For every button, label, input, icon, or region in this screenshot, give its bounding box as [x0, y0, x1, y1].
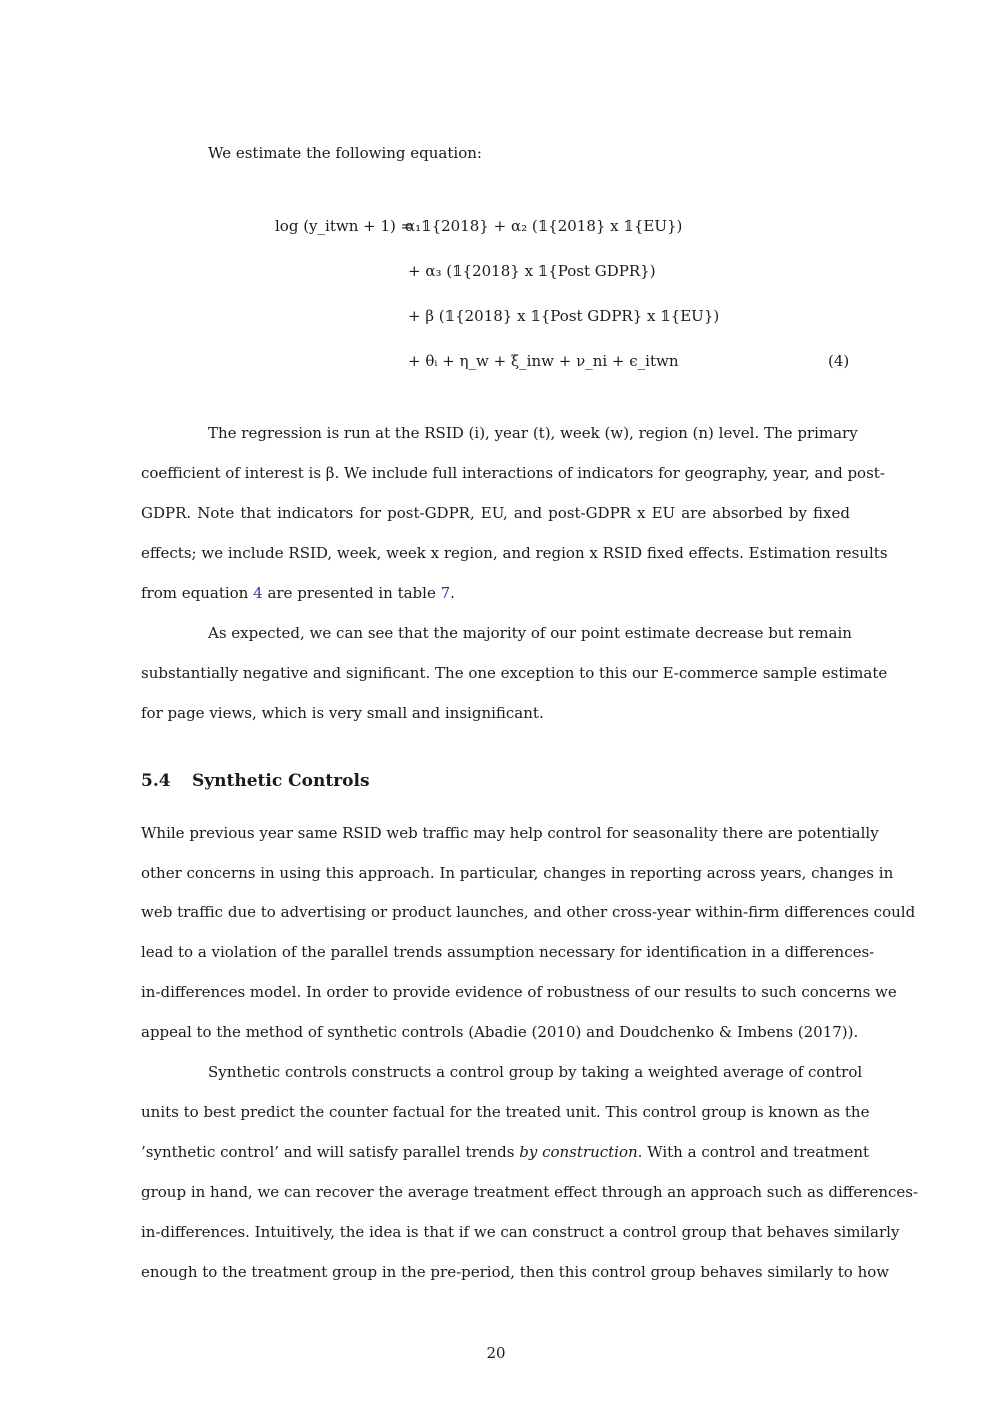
- emphasis-text: by construction: [519, 1143, 638, 1161]
- paragraph-line: web traffic due to advertising or product launches, and other cross-year within-firm differences could: [141, 903, 916, 921]
- equation-line-3: + β (𝟙{2018} x 𝟙{Post GDPR} x 𝟙{EU}): [408, 307, 720, 325]
- paragraph-line: units to best predict the counter factual for the treated unit. This control group is known as the: [141, 1103, 870, 1121]
- paragraph-line: lead to a violation of the parallel trends assumption necessary for identification in a differences-: [141, 943, 875, 961]
- equation-line-2: + α₃ (𝟙{2018} x 𝟙{Post GDPR}): [408, 262, 656, 280]
- paragraph-line: [141, 583, 455, 603]
- section-title: Synthetic Controls: [192, 771, 370, 791]
- section-number: 5.4: [141, 771, 171, 791]
- paragraph-line: As expected, we can see that the majority of our point estimate decrease but remain: [208, 624, 852, 642]
- paragraph-line: in-differences model. In order to provide evidence of robustness of our results to such concerns we: [141, 983, 897, 1001]
- paragraph-line: effects; we include RSID, week, week x region, and region x RSID fixed effects. Estimation results: [141, 544, 888, 562]
- equation-lhs: log (y_itwn + 1) =: [275, 217, 414, 235]
- paragraph-line: substantially negative and significant. The one exception to this our E-commerce sample estimate: [141, 664, 888, 682]
- text-run: ’synthetic control’ and will satisfy parallel trends: [141, 1143, 520, 1161]
- paragraph-line: While previous year same RSID web traffic may help control for seasonality there are potentially: [141, 824, 879, 842]
- text-run: from equation: [141, 584, 254, 602]
- text-run: are presented in table: [262, 584, 441, 602]
- text-run: .: [450, 584, 455, 602]
- paragraph-line: appeal to the method of synthetic controls (Abadie (2010) and Doudchenko & Imbens (2017)).: [141, 1023, 859, 1041]
- paragraph-line: group in hand, we can recover the average treatment effect through an approach such as differences-: [141, 1183, 919, 1201]
- paragraph-line: coefficient of interest is β. We include full interactions of indicators for geography, year, and post-: [141, 464, 885, 482]
- section-heading: [141, 771, 370, 791]
- page-number: 20: [486, 1344, 506, 1362]
- equation-line-4: + θᵢ + η_w + ξ_inw + ν_ni + ϵ_itwn: [408, 352, 679, 370]
- paragraph-line: in-differences. Intuitively, the idea is that if we can construct a control group that behaves similarly: [141, 1223, 900, 1241]
- paragraph-line: The regression is run at the RSID (i), year (t), week (w), region (n) level. The primary: [208, 424, 858, 442]
- equation-number: (4): [828, 352, 850, 370]
- paragraph-line: Synthetic controls constructs a control group by taking a weighted average of control: [208, 1063, 863, 1081]
- paragraph-line: GDPR. Note that indicators for post-GDPR, EU, and post-GDPR x EU are absorbed by fixed: [141, 504, 850, 522]
- text-run: . With a control and treatment: [637, 1143, 870, 1161]
- paragraph-line: [141, 1142, 870, 1162]
- intro-text: We estimate the following equation:: [208, 144, 482, 162]
- paragraph-line: other concerns in using this approach. In particular, changes in reporting across years, changes in: [141, 864, 894, 882]
- paragraph-line: for page views, which is very small and insignificant.: [141, 704, 544, 722]
- paragraph-line: enough to the treatment group in the pre-period, then this control group behaves similarly to how: [141, 1263, 890, 1281]
- table-ref-link[interactable]: 7: [440, 584, 451, 602]
- equation-ref-link[interactable]: 4: [253, 584, 263, 602]
- equation-line-1: α₁𝟙{2018} + α₂ (𝟙{2018} x 𝟙{EU}): [405, 217, 683, 235]
